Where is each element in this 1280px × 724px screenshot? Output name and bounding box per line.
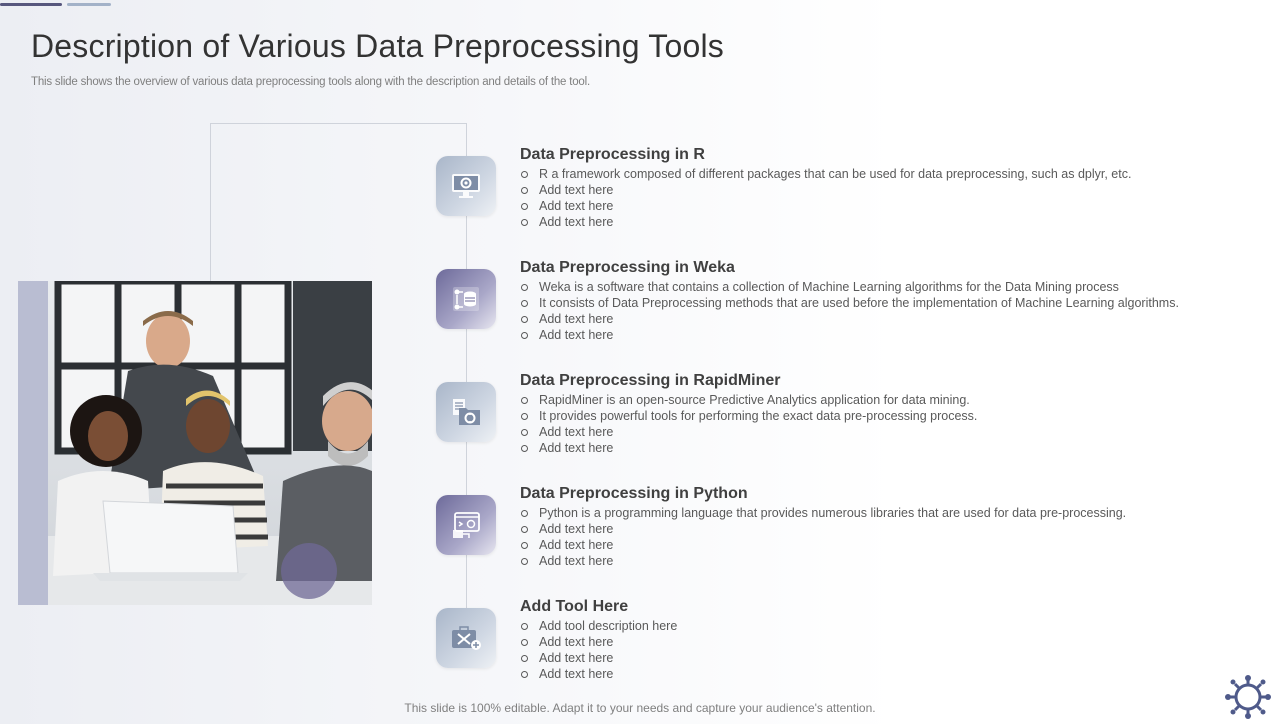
tool-section-weka — [520, 259, 1240, 343]
bullet-item: Add text here — [520, 198, 1240, 214]
bullet-item: Add text here — [520, 182, 1240, 198]
code-window-icon — [436, 495, 496, 555]
toolbox-add-icon — [436, 608, 496, 668]
bullet-item: Python is a programming language that provides numerous libraries that are used for data pre-processing. — [520, 505, 1240, 521]
section-heading: Add Tool Here — [520, 598, 629, 615]
photo-accent-circle — [281, 543, 337, 599]
bullet-item: Weka is a software that contains a collection of Machine Learning algorithms for the Data Mining process — [520, 279, 1240, 295]
bullet-item: Add text here — [520, 521, 1240, 537]
page-subtitle: This slide shows the overview of various data preprocessing tools along with the description and details of the tool. — [31, 76, 590, 88]
tool-section-add — [520, 598, 1240, 682]
gear-network-icon — [1220, 675, 1276, 719]
folder-document-icon — [436, 382, 496, 442]
footer-note: This slide is 100% editable. Adapt it to your needs and capture your audience's attention. — [404, 701, 876, 715]
bullet-list — [520, 166, 1240, 230]
tool-section-r — [520, 146, 1240, 230]
tool-section-rapidminer — [520, 372, 1240, 456]
page-title: Description of Various Data Preprocessing Tools — [31, 28, 724, 64]
database-flow-icon — [436, 269, 496, 329]
bullet-item: Add text here — [520, 537, 1240, 553]
bullet-item: Add tool description here — [520, 618, 1240, 634]
bullet-item: Add text here — [520, 440, 1240, 456]
bullet-item: It consists of Data Preprocessing methods that are used before the implementation of Machine Learning algorithms. — [520, 295, 1240, 311]
tool-section-python — [520, 485, 1240, 569]
bullet-item: Add text here — [520, 424, 1240, 440]
bullet-item: RapidMiner is an open-source Predictive Analytics application for data mining. — [520, 392, 1240, 408]
bullet-item: Add text here — [520, 666, 1240, 682]
accent-bar-dark — [0, 3, 62, 6]
section-heading: Data Preprocessing in Python — [520, 485, 748, 502]
section-heading: Data Preprocessing in Weka — [520, 259, 735, 276]
bullet-item: Add text here — [520, 311, 1240, 327]
bullet-item: R a framework composed of different packages that can be used for data preprocessing, such as dplyr, etc. — [520, 166, 1240, 182]
bullet-list — [520, 618, 1240, 682]
section-heading: Data Preprocessing in RapidMiner — [520, 372, 781, 389]
bullet-list — [520, 279, 1240, 343]
bullet-item: Add text here — [520, 214, 1240, 230]
accent-bar-light — [67, 3, 111, 6]
bullet-list — [520, 392, 1240, 456]
bullet-item: It provides powerful tools for performing the exact data pre-processing process. — [520, 408, 1240, 424]
bullet-item: Add text here — [520, 650, 1240, 666]
frame-line — [210, 123, 466, 124]
monitor-gear-icon — [436, 156, 496, 216]
bullet-item: Add text here — [520, 553, 1240, 569]
frame-line — [210, 123, 211, 281]
section-heading: Data Preprocessing in R — [520, 146, 705, 163]
bullet-item: Add text here — [520, 634, 1240, 650]
bullet-list — [520, 505, 1240, 569]
photo-accent-strip — [18, 281, 48, 605]
bullet-item: Add text here — [520, 327, 1240, 343]
